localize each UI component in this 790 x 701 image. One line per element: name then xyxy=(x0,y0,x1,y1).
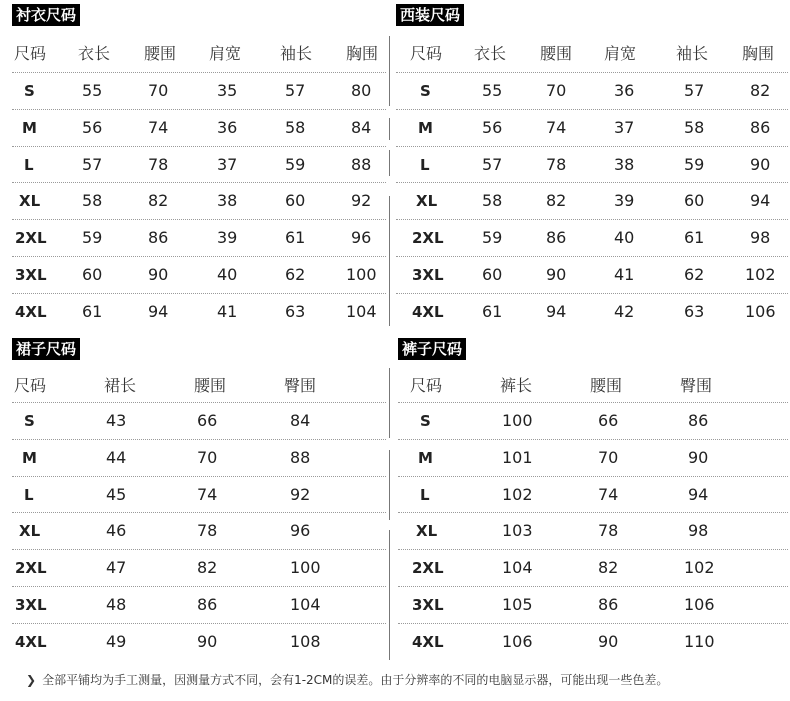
size-cell: 2XL xyxy=(412,559,444,577)
value-cell: 47 xyxy=(106,558,127,577)
value-cell: 38 xyxy=(217,191,238,210)
value-cell: 60 xyxy=(482,265,503,284)
value-cell: 36 xyxy=(217,118,238,137)
size-cell: XL xyxy=(416,522,438,540)
value-cell: 90 xyxy=(148,265,169,284)
skirt-size-title: 裙子尺码 xyxy=(12,338,80,360)
header-pants-length: 裤长 xyxy=(500,376,533,395)
value-cell: 39 xyxy=(217,228,238,247)
value-cell: 88 xyxy=(351,155,372,174)
value-cell: 82 xyxy=(598,558,619,577)
value-cell: 42 xyxy=(614,302,635,321)
size-cell: 2XL xyxy=(15,229,47,247)
value-cell: 94 xyxy=(750,191,771,210)
value-cell: 58 xyxy=(285,118,306,137)
skirt-size-table xyxy=(12,338,386,664)
measurement-note-text: 全部平铺均为手工测量，因测量方式不同，会有1-2CM的误差。由于分辨率的不同的电脑显示器，可能出现一些色差。 xyxy=(42,673,669,687)
table-header-row xyxy=(398,368,788,404)
value-cell: 96 xyxy=(290,521,311,540)
value-cell: 74 xyxy=(546,118,567,137)
value-cell: 66 xyxy=(598,411,619,430)
value-cell: 62 xyxy=(285,265,306,284)
size-cell: 4XL xyxy=(15,633,47,651)
value-cell: 104 xyxy=(502,558,533,577)
value-cell: 94 xyxy=(546,302,567,321)
size-cell: 3XL xyxy=(412,266,444,284)
value-cell: 74 xyxy=(598,485,619,504)
value-cell: 61 xyxy=(285,228,306,247)
column-divider xyxy=(389,118,390,140)
size-cell: S xyxy=(24,412,35,430)
value-cell: 70 xyxy=(148,81,169,100)
value-cell: 37 xyxy=(614,118,635,137)
size-cell: M xyxy=(418,119,433,137)
value-cell: 100 xyxy=(346,265,377,284)
table-row xyxy=(12,146,386,183)
table-row xyxy=(396,256,788,293)
value-cell: 74 xyxy=(148,118,169,137)
table-row xyxy=(398,439,788,476)
size-cell: 2XL xyxy=(15,559,47,577)
value-cell: 57 xyxy=(684,81,705,100)
value-cell: 39 xyxy=(614,191,635,210)
size-cell: L xyxy=(24,486,34,504)
table-row xyxy=(12,623,386,660)
table-row xyxy=(12,402,386,439)
table-row xyxy=(12,476,386,513)
value-cell: 86 xyxy=(688,411,709,430)
value-cell: 59 xyxy=(285,155,306,174)
value-cell: 104 xyxy=(290,595,321,614)
header-chest: 胸围 xyxy=(742,44,775,63)
value-cell: 41 xyxy=(217,302,238,321)
size-cell: 4XL xyxy=(412,303,444,321)
size-cell: S xyxy=(420,412,431,430)
value-cell: 66 xyxy=(197,411,218,430)
table-row xyxy=(398,476,788,513)
value-cell: 86 xyxy=(598,595,619,614)
value-cell: 90 xyxy=(546,265,567,284)
column-divider xyxy=(389,450,390,520)
header-waist: 腰围 xyxy=(590,376,623,395)
value-cell: 90 xyxy=(598,632,619,651)
value-cell: 56 xyxy=(82,118,103,137)
table-row xyxy=(396,146,788,183)
value-cell: 78 xyxy=(546,155,567,174)
value-cell: 94 xyxy=(688,485,709,504)
size-cell: L xyxy=(420,156,430,174)
value-cell: 63 xyxy=(285,302,306,321)
table-row xyxy=(12,256,386,293)
value-cell: 78 xyxy=(598,521,619,540)
value-cell: 80 xyxy=(351,81,372,100)
value-cell: 102 xyxy=(502,485,533,504)
value-cell: 86 xyxy=(148,228,169,247)
measurement-note xyxy=(26,670,668,690)
table-row xyxy=(396,182,788,219)
value-cell: 55 xyxy=(482,81,503,100)
value-cell: 74 xyxy=(197,485,218,504)
pants-size-table xyxy=(398,338,788,664)
value-cell: 35 xyxy=(217,81,238,100)
value-cell: 43 xyxy=(106,411,127,430)
value-cell: 98 xyxy=(688,521,709,540)
value-cell: 105 xyxy=(502,595,533,614)
header-waist: 腰围 xyxy=(540,44,573,63)
value-cell: 59 xyxy=(684,155,705,174)
value-cell: 106 xyxy=(684,595,715,614)
value-cell: 37 xyxy=(217,155,238,174)
value-cell: 38 xyxy=(614,155,635,174)
value-cell: 90 xyxy=(688,448,709,467)
size-cell: 4XL xyxy=(412,633,444,651)
value-cell: 86 xyxy=(750,118,771,137)
value-cell: 84 xyxy=(351,118,372,137)
header-sleeve: 袖长 xyxy=(676,44,709,63)
table-row xyxy=(12,182,386,219)
chevron-right-icon: ❯ xyxy=(26,673,37,687)
value-cell: 61 xyxy=(684,228,705,247)
value-cell: 45 xyxy=(106,485,127,504)
table-row xyxy=(12,219,386,256)
header-skirt-length: 裙长 xyxy=(104,376,137,395)
size-cell: 3XL xyxy=(15,266,47,284)
table-row xyxy=(12,293,386,330)
value-cell: 100 xyxy=(290,558,321,577)
header-length: 衣长 xyxy=(474,44,507,63)
value-cell: 70 xyxy=(197,448,218,467)
value-cell: 110 xyxy=(684,632,715,651)
size-cell: M xyxy=(418,449,433,467)
value-cell: 82 xyxy=(750,81,771,100)
value-cell: 36 xyxy=(614,81,635,100)
value-cell: 40 xyxy=(614,228,635,247)
header-shoulder: 肩宽 xyxy=(209,44,242,63)
table-row xyxy=(396,72,788,109)
value-cell: 92 xyxy=(290,485,311,504)
header-hip: 臀围 xyxy=(680,376,713,395)
value-cell: 90 xyxy=(197,632,218,651)
value-cell: 106 xyxy=(502,632,533,651)
header-chest: 胸围 xyxy=(346,44,379,63)
value-cell: 82 xyxy=(546,191,567,210)
value-cell: 70 xyxy=(598,448,619,467)
size-cell: M xyxy=(22,119,37,137)
value-cell: 63 xyxy=(684,302,705,321)
size-cell: XL xyxy=(416,192,438,210)
value-cell: 59 xyxy=(82,228,103,247)
value-cell: 48 xyxy=(106,595,127,614)
table-row xyxy=(12,72,386,109)
column-divider xyxy=(389,368,390,438)
size-cell: S xyxy=(420,82,431,100)
header-shoulder: 肩宽 xyxy=(604,44,637,63)
value-cell: 57 xyxy=(285,81,306,100)
value-cell: 58 xyxy=(82,191,103,210)
header-sleeve: 袖长 xyxy=(280,44,313,63)
shirt-size-table xyxy=(12,4,386,330)
value-cell: 102 xyxy=(745,265,776,284)
suit-size-table xyxy=(396,4,788,330)
size-cell: 3XL xyxy=(15,596,47,614)
value-cell: 60 xyxy=(285,191,306,210)
value-cell: 102 xyxy=(684,558,715,577)
value-cell: 44 xyxy=(106,448,127,467)
table-row xyxy=(398,549,788,586)
column-divider xyxy=(389,36,390,106)
header-waist: 腰围 xyxy=(144,44,177,63)
value-cell: 90 xyxy=(750,155,771,174)
pants-size-title: 裤子尺码 xyxy=(398,338,466,360)
value-cell: 106 xyxy=(745,302,776,321)
header-size: 尺码 xyxy=(410,376,443,395)
value-cell: 40 xyxy=(217,265,238,284)
table-header-row xyxy=(12,368,386,404)
column-divider xyxy=(389,530,390,660)
value-cell: 61 xyxy=(82,302,103,321)
value-cell: 98 xyxy=(750,228,771,247)
value-cell: 101 xyxy=(502,448,533,467)
value-cell: 88 xyxy=(290,448,311,467)
column-divider xyxy=(389,196,390,326)
value-cell: 46 xyxy=(106,521,127,540)
size-cell: XL xyxy=(19,522,41,540)
value-cell: 70 xyxy=(546,81,567,100)
column-divider xyxy=(389,150,390,176)
value-cell: 58 xyxy=(482,191,503,210)
table-header-row xyxy=(396,36,788,72)
value-cell: 103 xyxy=(502,521,533,540)
table-row xyxy=(398,586,788,623)
table-row xyxy=(398,623,788,660)
value-cell: 86 xyxy=(546,228,567,247)
value-cell: 41 xyxy=(614,265,635,284)
value-cell: 94 xyxy=(148,302,169,321)
value-cell: 108 xyxy=(290,632,321,651)
value-cell: 55 xyxy=(82,81,103,100)
size-cell: M xyxy=(22,449,37,467)
value-cell: 57 xyxy=(82,155,103,174)
shirt-size-title: 衬衣尺码 xyxy=(12,4,80,26)
header-hip: 臀围 xyxy=(284,376,317,395)
table-row xyxy=(396,109,788,146)
value-cell: 59 xyxy=(482,228,503,247)
value-cell: 78 xyxy=(197,521,218,540)
table-row xyxy=(398,402,788,439)
table-row xyxy=(12,549,386,586)
value-cell: 78 xyxy=(148,155,169,174)
value-cell: 82 xyxy=(148,191,169,210)
table-row xyxy=(396,293,788,330)
value-cell: 60 xyxy=(82,265,103,284)
header-length: 衣长 xyxy=(78,44,111,63)
table-row xyxy=(12,439,386,476)
value-cell: 61 xyxy=(482,302,503,321)
value-cell: 57 xyxy=(482,155,503,174)
size-cell: L xyxy=(420,486,430,504)
table-row xyxy=(12,109,386,146)
value-cell: 58 xyxy=(684,118,705,137)
value-cell: 100 xyxy=(502,411,533,430)
value-cell: 84 xyxy=(290,411,311,430)
table-row xyxy=(12,512,386,549)
header-size: 尺码 xyxy=(14,44,47,63)
header-size: 尺码 xyxy=(410,44,443,63)
size-cell: 3XL xyxy=(412,596,444,614)
value-cell: 49 xyxy=(106,632,127,651)
value-cell: 92 xyxy=(351,191,372,210)
size-cell: XL xyxy=(19,192,41,210)
size-cell: L xyxy=(24,156,34,174)
header-waist: 腰围 xyxy=(194,376,227,395)
size-cell: 4XL xyxy=(15,303,47,321)
table-row xyxy=(12,586,386,623)
suit-size-title: 西装尺码 xyxy=(396,4,464,26)
table-row xyxy=(398,512,788,549)
value-cell: 62 xyxy=(684,265,705,284)
header-size: 尺码 xyxy=(14,376,47,395)
size-cell: 2XL xyxy=(412,229,444,247)
size-cell: S xyxy=(24,82,35,100)
table-row xyxy=(396,219,788,256)
value-cell: 96 xyxy=(351,228,372,247)
value-cell: 82 xyxy=(197,558,218,577)
value-cell: 60 xyxy=(684,191,705,210)
table-header-row xyxy=(12,36,386,72)
value-cell: 86 xyxy=(197,595,218,614)
value-cell: 56 xyxy=(482,118,503,137)
value-cell: 104 xyxy=(346,302,377,321)
